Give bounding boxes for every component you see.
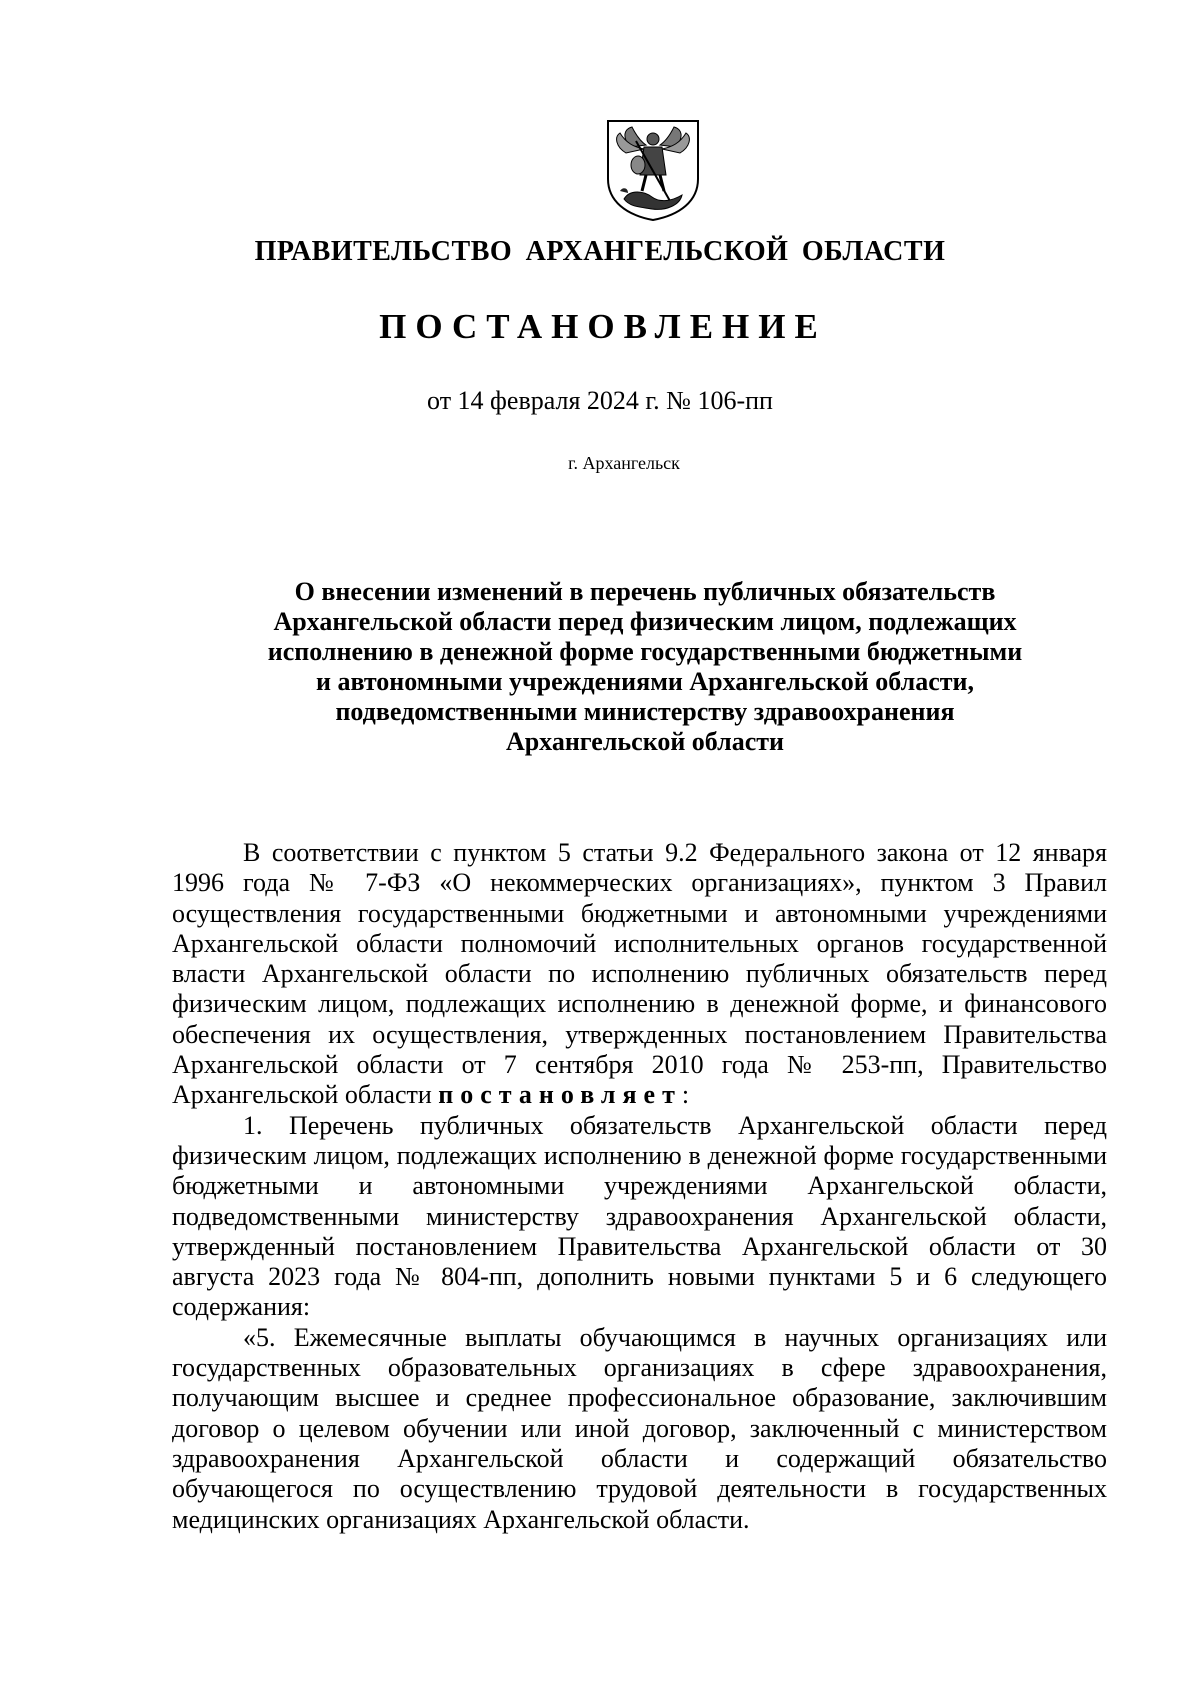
document-body — [172, 838, 1107, 1535]
preamble-paragraph — [172, 838, 1107, 1111]
organization-name: ПРАВИТЕЛЬСТВО АРХАНГЕЛЬСКОЙ ОБЛАСТИ — [254, 236, 946, 267]
document-date-number: от 14 февраля 2024 г. № 106-пп — [427, 386, 773, 415]
title-line: О внесении изменений в перечень публичных обязательств — [294, 577, 996, 606]
title-line: подведомственными министерству здравоохранения — [335, 697, 955, 726]
item-5-paragraph: «5. Ежемесячные выплаты обучающимся в научных организациях или государственных образовательных организациях в сфере здравоохранения, получающим высшее и среднее профессиональное образование, заключившим договор о целевом обучении или иной договор, заключенный с министерством здравоохранения Архангельской области и содержащий обязательство обучающегося по осуществлению трудовой деятельности в государственных медицинских организациях Архангельской области. — [172, 1322, 1107, 1534]
title-line: и автономными учреждениями Архангельской области, — [316, 667, 974, 696]
resolves-colon: : — [681, 1080, 690, 1110]
title-line: Архангельской области перед физическим лицом, подлежащих — [273, 607, 1017, 636]
title-line: исполнению в денежной форме государственными бюджетными — [267, 637, 1023, 666]
item-1-paragraph: 1. Перечень публичных обязательств Архангельской области перед физическим лицом, подлежащих исполнению в денежной форме государственными бюджетными и автономными учреждениями Архангельской области, подведомственными министерству здравоохранения Архангельской области, утвержденный постановлением Правительства Архангельской области от 30 августа 2023 года № 804-пп, дополнить новыми пунктами 5 и 6 следующего содержания: — [172, 1110, 1107, 1322]
coat-of-arms-icon — [600, 117, 706, 223]
document-title — [200, 577, 1090, 757]
preamble-text: В соответствии с пунктом 5 статьи 9.2 Федерального закона от 12 января 1996 года № 7-ФЗ «О некоммерческих организациях», пунктом 3 Правил осуществления государственными бюджетными и автономными учреждениями Архангельской области полномочий исполнительных органов государственной власти Архангельской области по исполнению публичных обязательств перед физическим лицом, подлежащих исполнению в денежной форме, и финансового обеспечения их осуществления, утвержденных постановлением Правительства Архангельской области от 7 сентября 2010 года № 253-пп, Правительство Архангельской области — [172, 838, 1107, 1110]
document-city: г. Архангельск — [568, 453, 680, 473]
resolves-word: постановляет — [438, 1080, 682, 1110]
document-type: ПОСТАНОВЛЕНИЕ — [379, 307, 827, 346]
title-line: Архангельской области — [505, 727, 785, 756]
